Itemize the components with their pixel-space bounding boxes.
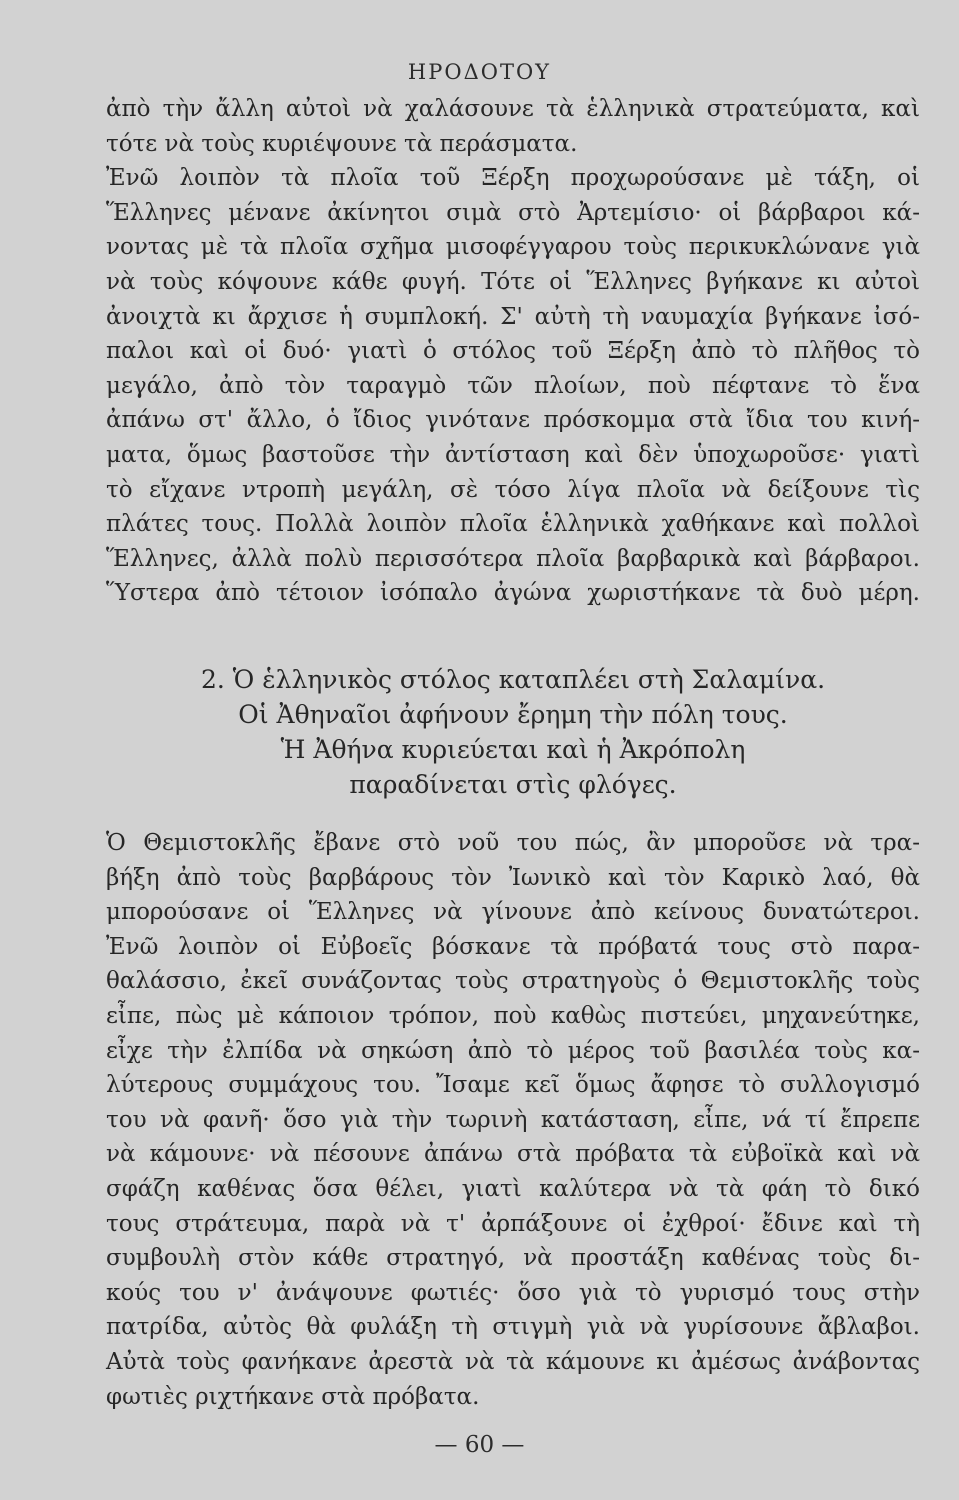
- text-line: νοντας μὲ τὰ πλοῖα σχῆμα μισοφέγγαρου τοὺς περικυκλώνανε γιὰ: [106, 234, 920, 261]
- text-line: συμβουλὴ στὸν κάθε στρατηγό, νὰ προστάξη καθένας τοὺς δι-: [106, 1245, 920, 1272]
- text-line: λύτερους συμμάχους του. Ἴσαμε κεῖ ὅμως ἄφησε τὸ συλλογισμό: [106, 1072, 920, 1099]
- text-line: τότε νὰ τοὺς κυριέψουνε τὰ περάσματα.: [106, 130, 578, 157]
- text-line: νὰ κάμουνε· νὰ πέσουνε ἀπάνω στὰ πρόβατα τὰ εὐβοϊκὰ καὶ νὰ: [106, 1141, 920, 1168]
- text-line: Ἐνῶ λοιπὸν τὰ πλοῖα τοῦ Ξέρξη προχωρούσανε μὲ τάξη, οἱ: [106, 165, 920, 192]
- text-line: του νὰ φανῆ· ὅσο γιὰ τὴν τωρινὴ κατάσταση, εἶπε, νά τί ἔπρεπε: [106, 1106, 920, 1133]
- paragraph-1: [106, 92, 920, 611]
- text-line: θαλάσσιο, ἐκεῖ συνάζοντας τοὺς στρατηγοὺς ὁ Θεμιστοκλῆς τοὺς: [106, 968, 920, 995]
- text-line: Ἕλληνες μένανε ἀκίνητοι σιμὰ στὸ Ἀρτεμίσιο· οἱ βάρβαροι κά-: [106, 199, 920, 226]
- page-number: — 60 —: [434, 1432, 525, 1458]
- text-line: Ἕλληνες, ἀλλὰ πολὺ περισσότερα πλοῖα βαρβαρικὰ καὶ βάρβαροι.: [106, 545, 920, 572]
- running-head: ΗΡΟΔΟΤΟΥ: [407, 60, 552, 84]
- text-line: πλάτες τους. Πολλὰ λοιπὸν πλοῖα ἑλληνικὰ χαθήκανε καὶ πολλοὶ: [106, 511, 920, 538]
- text-line: ματα, ὅμως βαστοῦσε τὴν ἀντίσταση καὶ δὲν ὑποχωροῦσε· γιατὶ: [106, 441, 920, 468]
- text-line: πατρίδα, αὐτὸς θὰ φυλάξη τὴ στιγμὴ γιὰ νὰ γυρίσουνε ἄβλαβοι.: [106, 1314, 920, 1341]
- text-line: Ὕστερα ἀπὸ τέτοιον ἰσόπαλο ἀγώνα χωριστήκανε τὰ δυὸ μέρη.: [106, 580, 920, 607]
- text-line: μπορούσανε οἱ Ἕλληνες νὰ γίνουνε ἀπὸ κείνους δυνατώτεροι.: [106, 899, 920, 926]
- heading-line: Οἱ Ἀθηναῖοι ἀφήνουν ἔρημη τὴν πόλη τους.: [238, 700, 788, 729]
- text-line: τους στράτευμα, παρὰ νὰ τ' ἀρπάξουνε οἱ ἐχθροί· ἔδινε καὶ τὴ: [106, 1210, 920, 1237]
- section-heading: [106, 662, 920, 802]
- text-line: νὰ τοὺς κόψουνε κάθε φυγή. Τότε οἱ Ἕλληνες βγήκανε κι αὐτοὶ: [106, 268, 920, 295]
- paragraph-2: [106, 826, 920, 1414]
- text-line: εἶχε τὴν ἐλπίδα νὰ σηκώση ἀπὸ τὸ μέρος τοῦ βασιλέα τοὺς κα-: [106, 1037, 920, 1064]
- text-line: Αὐτὰ τοὺς φανήκανε ἀρεστὰ νὰ τὰ κάμουνε κι ἀμέσως ἀνάβοντας: [106, 1348, 920, 1375]
- text-line: Ὁ Θεμιστοκλῆς ἔβανε στὸ νοῦ του πώς, ἂν μποροῦσε νὰ τρα-: [106, 830, 920, 856]
- text-line: τὸ εἴχανε ντροπὴ μεγάλη, σὲ τόσο λίγα πλοῖα νὰ δείξουνε τὶς: [106, 476, 920, 503]
- text-line: ἀπάνω στ' ἄλλο, ὁ ἴδιος γινότανε πρόσκομμα στὰ ἴδια του κινή-: [106, 407, 920, 434]
- text-line: φωτιὲς ριχτήκανε στὰ πρόβατα.: [106, 1383, 480, 1410]
- heading-line: 2. Ὁ ἑλληνικὸς στόλος καταπλέει στὴ Σαλαμίνα.: [200, 665, 826, 694]
- text-line: εἶπε, πὼς μὲ κάποιον τρόπον, ποὺ καθὼς πιστεύει, μηχανεύτηκε,: [106, 1002, 920, 1029]
- text-line: βήξη ἀπὸ τοὺς βαρβάρους τὸν Ἰωνικὸ καὶ τὸν Καρικὸ λαό, θὰ: [106, 864, 920, 891]
- text-line: παλοι καὶ οἱ δυό· γιατὶ ὁ στόλος τοῦ Ξέρξη ἀπὸ τὸ πλῆθος τὸ: [106, 338, 920, 365]
- text-line: μεγάλο, ἀπὸ τὸν ταραγμὸ τῶν πλοίων, ποὺ πέφτανε τὸ ἕνα: [106, 372, 920, 399]
- text-line: ἀνοιχτὰ κι ἄρχισε ἡ συμπλοκή. Σ' αὐτὴ τὴ ναυμαχία βγήκανε ἰσό-: [106, 303, 920, 330]
- text-line: σφάζη καθένας ὅσα θέλει, γιατὶ καλύτερα νὰ τὰ φάη τὸ δικό: [106, 1175, 920, 1202]
- text-line: Ἐνῶ λοιπὸν οἱ Εὐβοεῖς βόσκανε τὰ πρόβατά τους στὸ παρα-: [106, 933, 920, 960]
- text-line: ἀπὸ τὴν ἄλλη αὐτοὶ νὰ χαλάσουνε τὰ ἑλληνικὰ στρατεύματα, καὶ: [106, 96, 920, 122]
- text-line: κούς του ν' ἀνάψουνε φωτιές· ὅσο γιὰ τὸ γυρισμό τους στὴν: [106, 1279, 920, 1306]
- heading-line: Ἡ Ἀθήνα κυριεύεται καὶ ἡ Ἀκρόπολη: [280, 735, 746, 764]
- heading-line: παραδίνεται στὶς φλόγες.: [349, 770, 677, 799]
